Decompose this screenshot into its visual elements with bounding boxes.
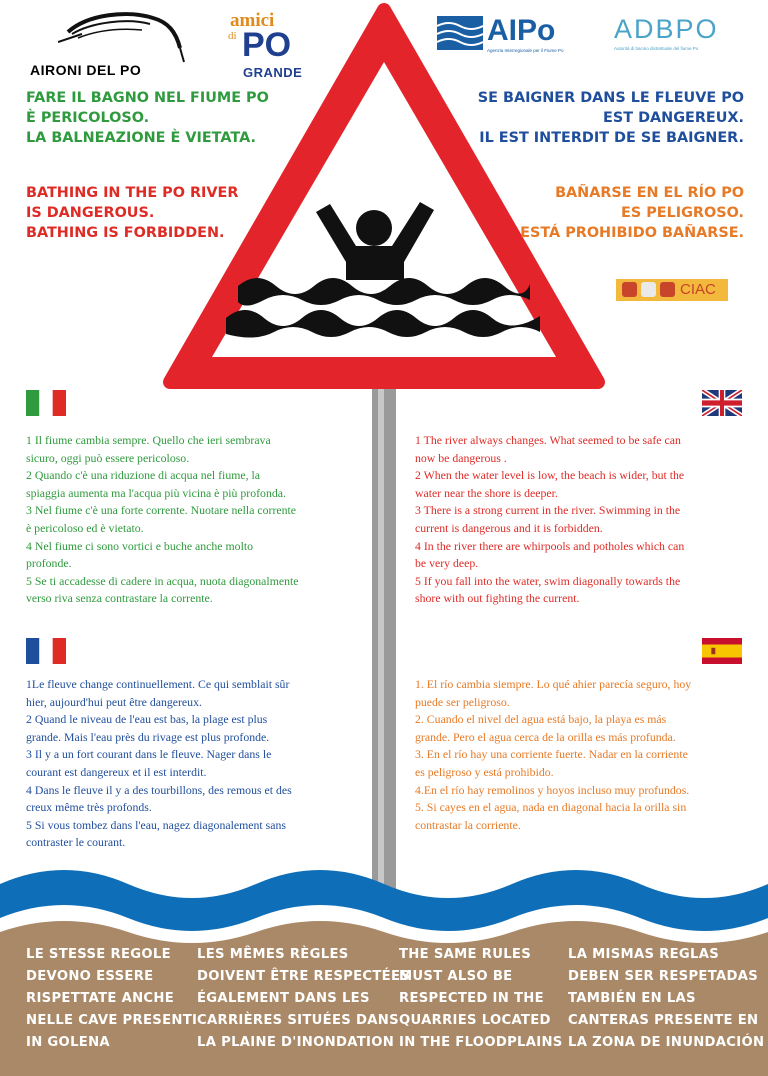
paragraph-es-line: puede ser peligroso. — [415, 694, 510, 709]
logo-aipo-text: AIPo — [487, 14, 556, 47]
headline-french — [478, 88, 744, 148]
headline-es-line: ES PELIGROSO. — [621, 205, 744, 221]
paragraph-fr-line: 1Le fleuve change continuellement. Ce qui semblait sûr — [26, 677, 290, 691]
bottom-en-line: QUARRIES LOCATED — [399, 1013, 551, 1028]
logo-aironi-text: AIRONI DEL PO — [30, 62, 142, 78]
logo-amici-grande-text: GRANDE — [243, 65, 303, 80]
bottom-fr-line: LA PLAINE D'INONDATION — [197, 1035, 395, 1050]
headline-english — [26, 183, 238, 243]
ciac-emblem-icon — [622, 282, 637, 297]
paragraph-es-line: 2. Cuando el nivel del agua está bajo, la playa es más — [415, 712, 667, 727]
paragraph-it-line: 4 Nel fiume ci sono vortici e buche anche molto — [26, 538, 254, 553]
headline-it-line: LA BALNEAZIONE È VIETATA. — [26, 130, 256, 146]
paragraph-fr-line: creux même très profonds. — [26, 800, 152, 815]
ciac-emblem-icon — [641, 282, 656, 297]
paragraph-it-line: sicuro, oggi può essere pericoloso. — [26, 450, 190, 465]
logo-ciac — [616, 279, 728, 301]
logo-adbpo-text: ADBPO — [614, 14, 719, 44]
flag-spain-icon — [702, 638, 742, 664]
paragraph-en-line: 2 When the water level is low, the beach is wider, but the — [415, 468, 685, 483]
flag-france-icon — [26, 638, 66, 664]
bottom-fr-line: CARRIÈRES SITUÉES DANS — [197, 1013, 399, 1028]
paragraph-it-line: 3 Nel fiume c'è una forte corrente. Nuotare nella corrente — [26, 503, 297, 518]
logo-amici-di-text: di — [228, 30, 237, 42]
bottom-es-line: LA ZONA DE INUNDACIÓN — [568, 1035, 765, 1050]
headline-en-line: BATHING IS FORBIDDEN. — [26, 225, 225, 241]
paragraph-es-line: 3. En el río hay una corriente fuerte. Nadar en la corriente — [415, 747, 688, 762]
paragraph-it-line: profonde. — [26, 556, 72, 571]
paragraph-fr-line: hier, aujourd'hui peut être dangereux. — [26, 694, 202, 709]
headline-fr-line: IL EST INTERDIT DE SE BAIGNER. — [479, 130, 744, 146]
headline-it-line: È PERICOLOSO. — [26, 110, 150, 126]
paragraph-en-line: 4 In the river there are whirpools and potholes which can — [415, 538, 685, 553]
paragraph-it-line: spiaggia aumenta ma l'acqua più vicina è più profonda. — [26, 485, 286, 500]
flag-italy-icon — [26, 390, 66, 416]
headline-italian — [26, 88, 269, 148]
bottom-it-line: RISPETTATE ANCHE — [26, 991, 175, 1006]
paragraph-en-line: 5 If you fall into the water, swim diagonally towards the — [415, 573, 681, 588]
bottom-en-line: MUST ALSO BE — [399, 969, 513, 984]
bottom-text-spanish — [568, 944, 764, 1054]
headline-es-line: ESTÁ PROHIBIDO BAÑARSE. — [520, 225, 744, 241]
bottom-text-italian — [26, 944, 197, 1054]
bottom-en-line: IN THE FLOODPLAINS — [399, 1035, 563, 1050]
paragraph-it-line: 2 Quando c'è una riduzione di acqua nel fiume, la — [26, 468, 261, 483]
paragraph-fr-line: 5 Si vous tombez dans l'eau, nagez diagonalement sans — [26, 817, 286, 832]
flag-uk-icon — [702, 390, 742, 416]
paragraph-en-line: be very deep. — [415, 556, 479, 571]
paragraph-fr-line: grande. Mais l'eau près du rivage est plus profonde. — [26, 729, 270, 744]
paragraph-fr-line: 4 Dans le fleuve il y a des tourbillons, des remous et des — [26, 782, 292, 797]
headline-spanish — [520, 183, 744, 243]
paragraph-italian — [26, 432, 371, 608]
paragraph-fr-line: courant est dangereux et il est interdit. — [26, 764, 207, 779]
bottom-text-english — [399, 944, 563, 1054]
headline-it-line: FARE IL BAGNO NEL FIUME PO — [26, 90, 269, 106]
bottom-en-line: THE SAME RULES — [399, 947, 532, 962]
paragraph-french — [26, 676, 371, 852]
paragraph-en-line: 3 There is a strong current in the river. Swimming in the — [415, 503, 681, 518]
headline-fr-line: SE BAIGNER DANS LE FLEUVE PO — [477, 90, 744, 106]
paragraph-it-line: verso riva senza contrastare la corrente. — [26, 591, 213, 606]
paragraph-es-line: contrastar la corriente. — [415, 817, 521, 832]
paragraph-en-line: 1 The river always changes. What seemed to be safe can — [415, 433, 681, 447]
headline-es-line: BAÑARSE EN EL RÍO PO — [555, 185, 744, 201]
bottom-it-line: IN GOLENA — [26, 1035, 110, 1050]
paragraph-en-line: shore with out fighting the current. — [415, 591, 580, 606]
logo-amici-po-text: PO — [242, 26, 292, 64]
paragraph-fr-line: contraster le courant. — [26, 835, 126, 850]
paragraph-en-line: now be dangerous . — [415, 450, 507, 465]
paragraph-it-line: è pericoloso ed è vietato. — [26, 520, 144, 535]
bottom-it-line: DEVONO ESSERE — [26, 969, 154, 984]
bottom-es-line: CANTERAS PRESENTE EN — [568, 1013, 759, 1028]
paragraph-es-line: 4.En el río hay remolinos y hoyos incluso muy profundos. — [415, 782, 690, 797]
ciac-emblem-icon — [660, 282, 675, 297]
paragraph-es-line: es peligroso y está prohibido. — [415, 764, 554, 779]
bottom-en-line: RESPECTED IN THE — [399, 991, 544, 1006]
paragraph-es-line: grande. Pero el agua cerca de la orilla es más profunda. — [415, 729, 676, 744]
bottom-fr-line: DOIVENT ÊTRE RESPECTÉES — [197, 969, 411, 984]
paragraph-english — [415, 432, 760, 608]
bottom-it-line: LE STESSE REGOLE — [26, 947, 171, 962]
logo-ciac-text: CIAC — [680, 281, 716, 298]
paragraph-spanish — [415, 676, 760, 834]
paragraph-es-line: 1. El río cambia siempre. Lo qué ahier parecía seguro, hoy — [415, 677, 692, 691]
paragraph-fr-line: 2 Quand le niveau de l'eau est bas, la plage est plus — [26, 712, 268, 727]
logo-aipo-subtitle: Agenzia Interregionale per il Fiume Po — [487, 48, 564, 53]
bottom-es-line: LA MISMAS REGLAS — [568, 947, 720, 962]
bottom-text-french — [197, 944, 410, 1054]
paragraph-es-line: 5. Si cayes en el agua, nada en diagonal hacia la orilla sin — [415, 800, 687, 815]
logo-adbpo-subtitle: Autorità di bacino distrettuale del fiume Po — [614, 46, 699, 51]
bottom-fr-line: ÉGALEMENT DANS LES — [197, 991, 370, 1006]
headline-fr-line: EST DANGEREUX. — [603, 110, 744, 126]
logo-amici-text: amici — [230, 10, 275, 31]
paragraph-it-line: 5 Se ti accadesse di cadere in acqua, nuota diagonalmente — [26, 573, 299, 588]
bottom-es-line: DEBEN SER RESPETADAS — [568, 969, 759, 984]
headline-en-line: IS DANGEROUS. — [26, 205, 155, 221]
paragraph-it-line: 1 Il fiume cambia sempre. Quello che ieri sembrava — [26, 433, 271, 447]
bottom-fr-line: LES MÊMES RÈGLES — [197, 947, 349, 962]
headline-en-line: BATHING IN THE PO RIVER — [26, 185, 239, 201]
paragraph-fr-line: 3 Il y a un fort courant dans le fleuve. Nager dans le — [26, 747, 272, 762]
bottom-es-line: TAMBIÉN EN LAS — [568, 991, 696, 1006]
bottom-it-line: NELLE CAVE PRESENTI — [26, 1013, 198, 1028]
paragraph-en-line: current is dangerous and it is forbidden. — [415, 520, 603, 535]
paragraph-en-line: water near the shore is deeper. — [415, 485, 558, 500]
